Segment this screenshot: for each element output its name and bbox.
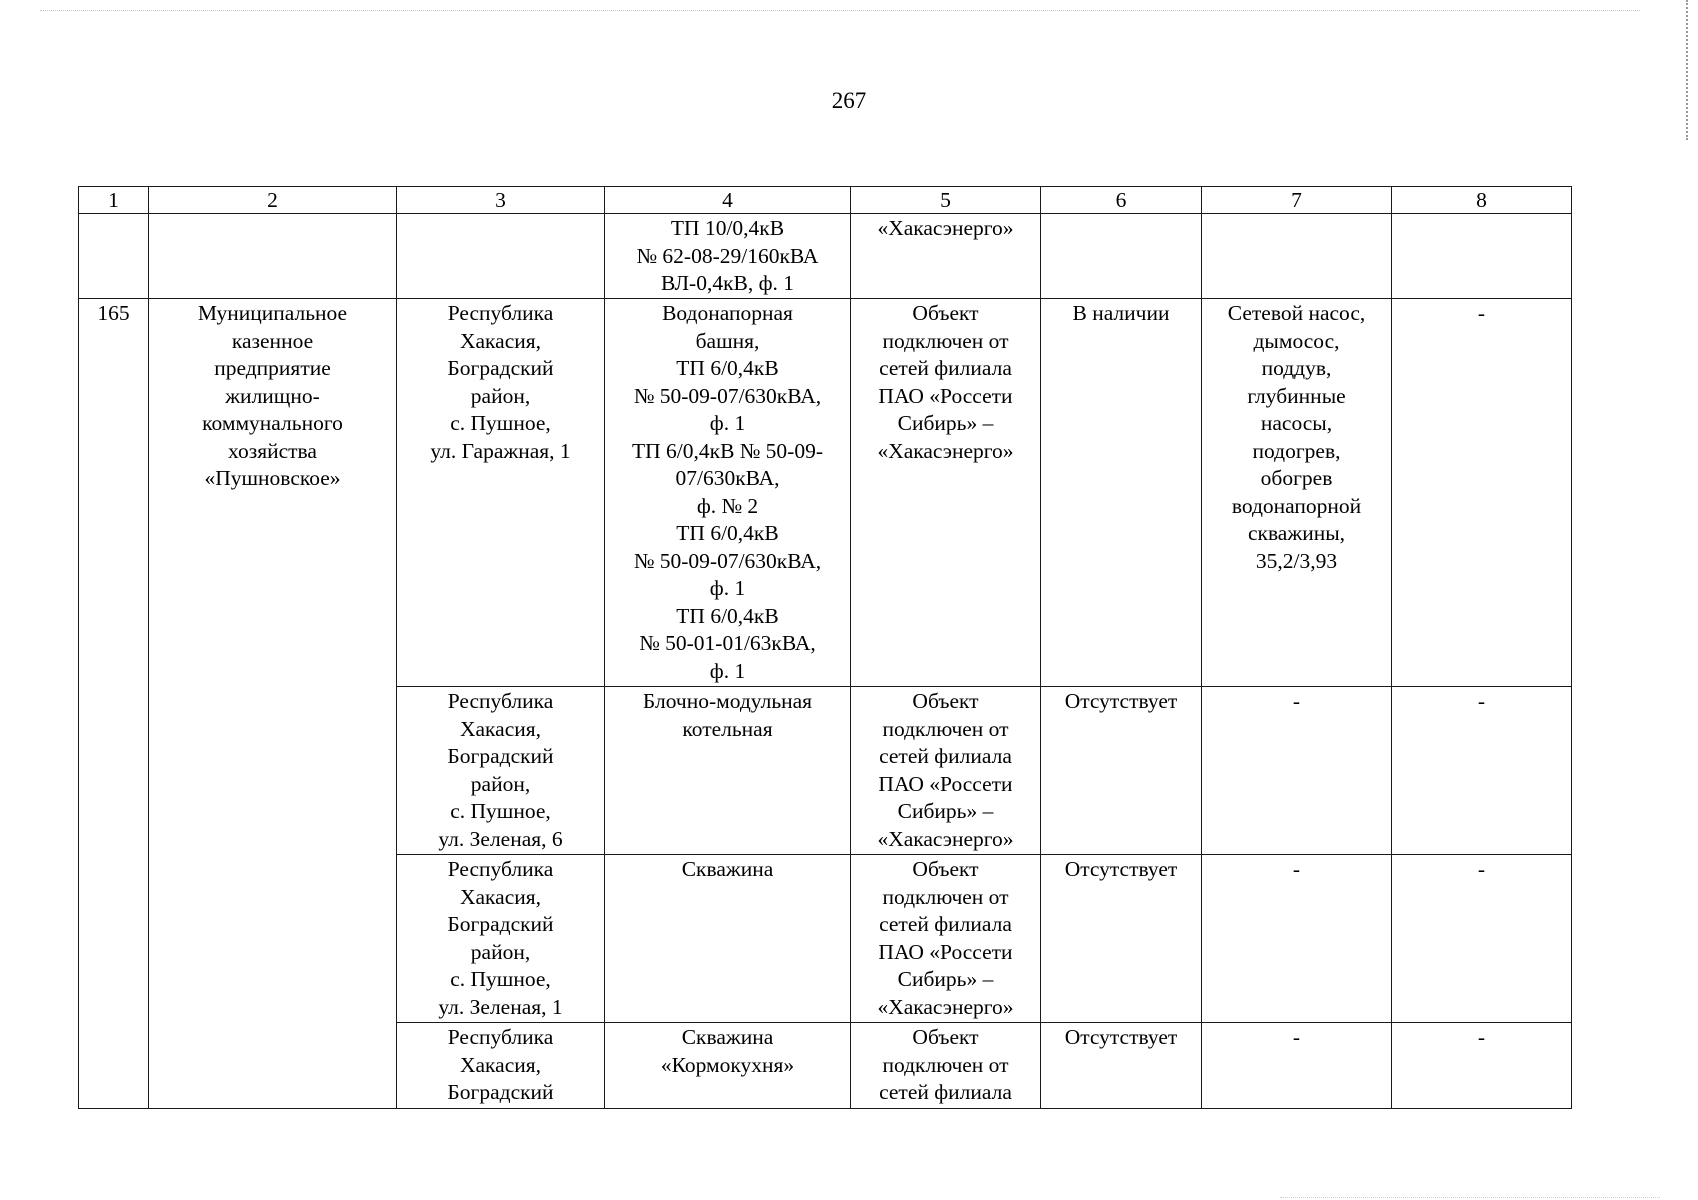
cell-equipment: - xyxy=(1202,687,1392,855)
column-number-3: 3 xyxy=(397,187,605,214)
cell-connection: «Хакасэнерго» xyxy=(851,214,1041,299)
cell-object: Скважина «Кормокухня» xyxy=(605,1023,851,1109)
column-number-7: 7 xyxy=(1202,187,1392,214)
scan-edge-bottom xyxy=(1280,1197,1660,1198)
cell-col8 xyxy=(1392,214,1572,299)
cell-object: ТП 10/0,4кВ № 62-08-29/160кВА ВЛ-0,4кВ, ф. 1 xyxy=(605,214,851,299)
cell-address: Республика Хакасия, Боградский район, с. Пушное, ул. Зеленая, 6 xyxy=(397,687,605,855)
cell-col8: - xyxy=(1392,299,1572,687)
cell-address: Республика Хакасия, Боградский xyxy=(397,1023,605,1109)
cell-connection: Объект подключен от сетей филиала ПАО «Россети Сибирь» – «Хакасэнерго» xyxy=(851,687,1041,855)
column-number-6: 6 xyxy=(1041,187,1202,214)
scan-edge-top xyxy=(40,10,1640,11)
column-number-4: 4 xyxy=(605,187,851,214)
cell-col8: - xyxy=(1392,687,1572,855)
column-number-2: 2 xyxy=(149,187,397,214)
cell-availability xyxy=(1041,214,1202,299)
column-number-1: 1 xyxy=(79,187,149,214)
cell-organization xyxy=(149,214,397,299)
cell-availability: Отсутствует xyxy=(1041,687,1202,855)
cell-equipment: Сетевой насос, дымосос, поддув, глубинные насосы, подогрев, обогрев водонапорной скважины, 35,2/3,93 xyxy=(1202,299,1392,687)
table-row-165 xyxy=(79,299,1572,687)
cell-object: Скважина xyxy=(605,855,851,1023)
cell-number xyxy=(79,214,149,299)
cell-number: 165 xyxy=(79,299,149,1109)
data-table xyxy=(78,186,1572,1109)
cell-availability: Отсутствует xyxy=(1041,855,1202,1023)
column-number-8: 8 xyxy=(1392,187,1572,214)
cell-equipment: - xyxy=(1202,1023,1392,1109)
column-number-5: 5 xyxy=(851,187,1041,214)
cell-object: Блочно-модульная котельная xyxy=(605,687,851,855)
cell-connection: Объект подключен от сетей филиала ПАО «Россети Сибирь» – «Хакасэнерго» xyxy=(851,855,1041,1023)
cell-availability: В наличии xyxy=(1041,299,1202,687)
cell-address: Республика Хакасия, Боградский район, с. Пушное, ул. Гаражная, 1 xyxy=(397,299,605,687)
cell-equipment: - xyxy=(1202,855,1392,1023)
cell-equipment xyxy=(1202,214,1392,299)
cell-connection: Объект подключен от сетей филиала ПАО «Россети Сибирь» – «Хакасэнерго» xyxy=(851,299,1041,687)
cell-connection: Объект подключен от сетей филиала xyxy=(851,1023,1041,1109)
cell-address: Республика Хакасия, Боградский район, с. Пушное, ул. Зеленая, 1 xyxy=(397,855,605,1023)
cell-organization: Муниципальное казенное предприятие жилищно- коммунального хозяйства «Пушновское» xyxy=(149,299,397,1109)
cell-col8: - xyxy=(1392,855,1572,1023)
cell-col8: - xyxy=(1392,1023,1572,1109)
scan-edge-right xyxy=(1686,0,1688,140)
cell-object: Водонапорная башня, ТП 6/0,4кВ № 50-09-07/630кВА, ф. 1 ТП 6/0,4кВ № 50-09- 07/630кВА, ф. № 2 ТП 6/0,4кВ № 50-09-07/630кВА, ф. 1 ТП 6/0,4кВ № 50-01-01/63кВА, ф. 1 xyxy=(605,299,851,687)
cell-availability: Отсутствует xyxy=(1041,1023,1202,1109)
header-row xyxy=(79,187,1572,214)
cell-address xyxy=(397,214,605,299)
page-number: 267 xyxy=(831,88,867,113)
table-row-continuation xyxy=(79,214,1572,299)
